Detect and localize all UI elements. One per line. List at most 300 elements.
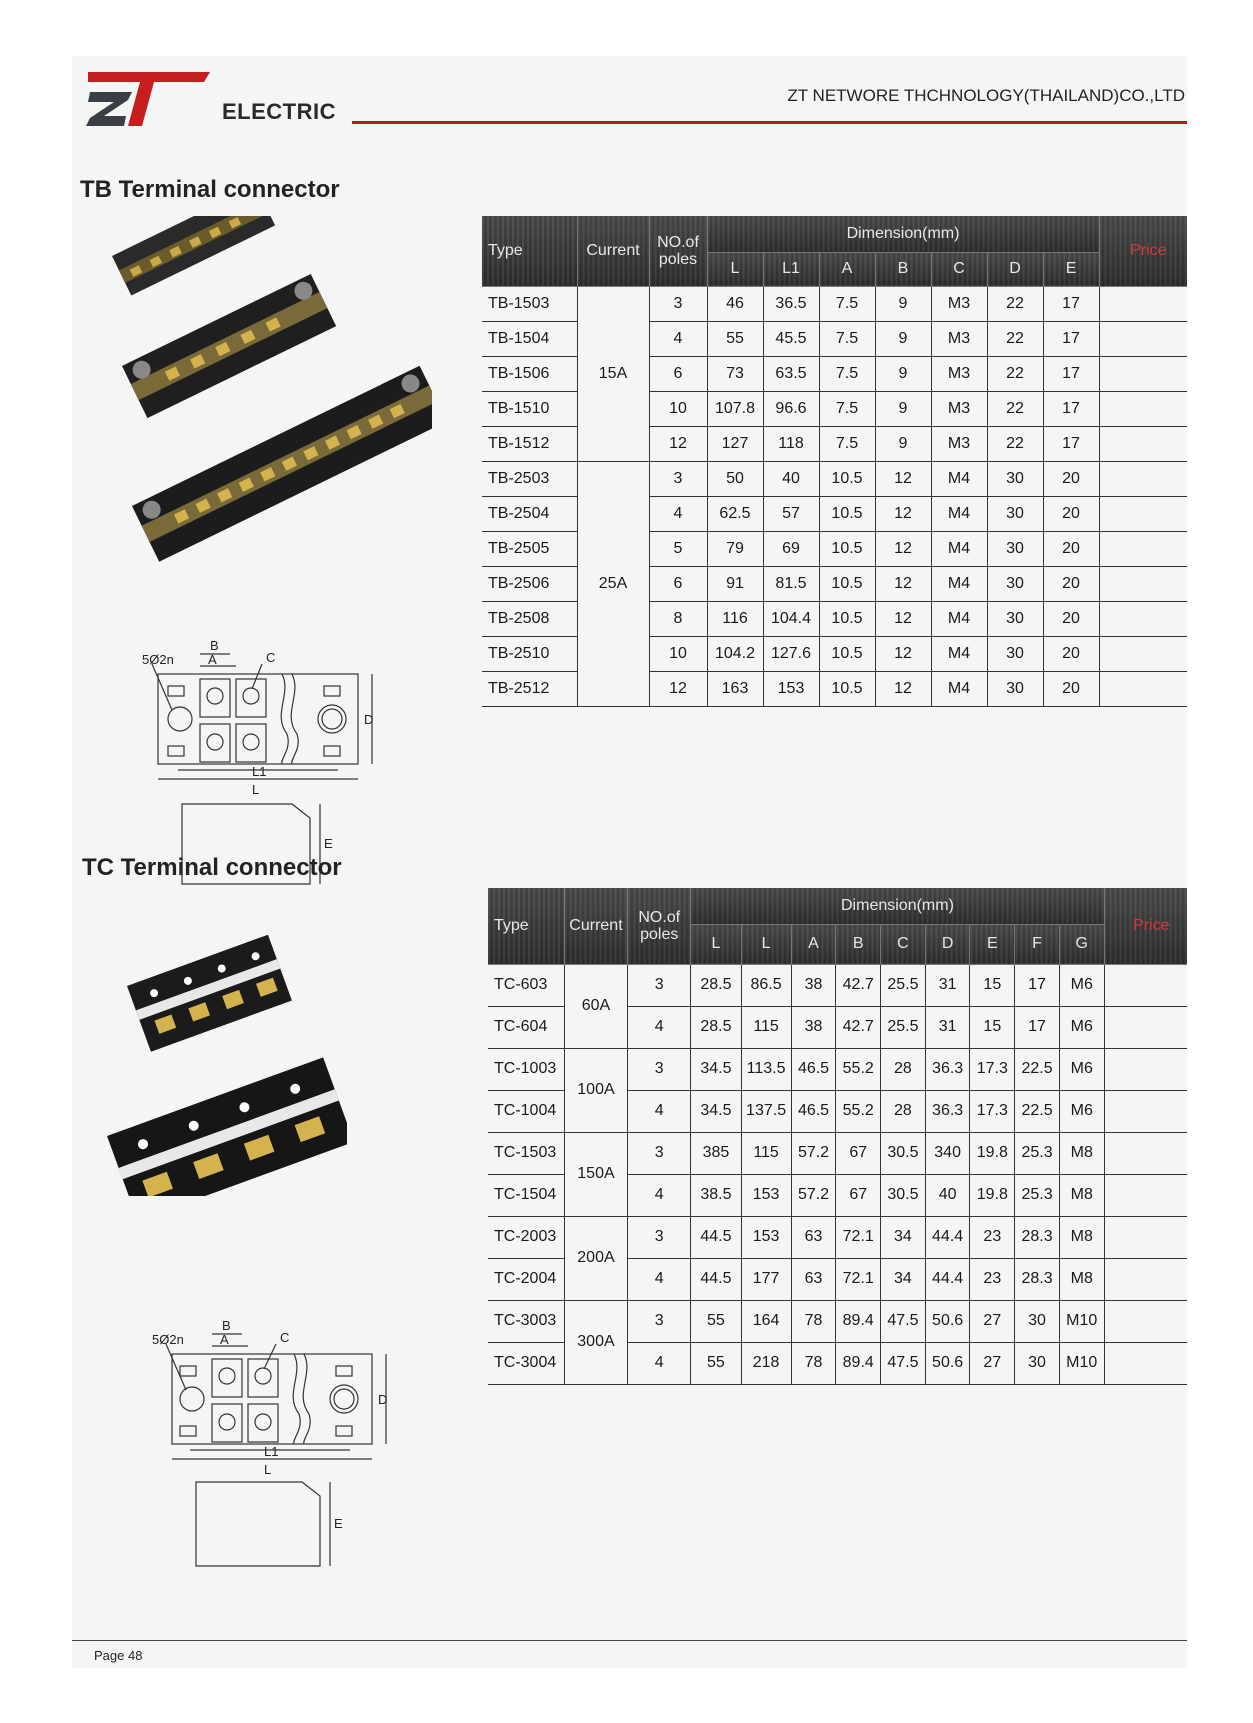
tc-l1-label: L1	[264, 1444, 279, 1459]
tc-e-label: E	[334, 1516, 343, 1531]
dimension-cell: 10.5	[819, 496, 875, 531]
dimension-cell: 20	[1043, 671, 1099, 706]
type-cell: TB-2508	[482, 601, 577, 636]
dimension-cell: 218	[741, 1342, 791, 1384]
dimension-cell: 47.5	[881, 1300, 926, 1342]
dimension-cell: 36.3	[925, 1048, 970, 1090]
tb-dim-col-header: E	[1043, 252, 1099, 286]
table-row	[488, 964, 1187, 1006]
dimension-cell: 34	[881, 1258, 926, 1300]
poles-cell: 4	[628, 1258, 691, 1300]
tc-b-label: B	[222, 1318, 231, 1333]
tc-a-label: A	[220, 1332, 229, 1347]
dimension-cell: 137.5	[741, 1090, 791, 1132]
dimension-cell: 30	[987, 531, 1043, 566]
poles-cell: 3	[628, 1048, 691, 1090]
tc-poles-header: NO.of poles	[628, 888, 691, 964]
price-cell	[1099, 426, 1187, 461]
dimension-cell: 57.2	[791, 1174, 836, 1216]
dimension-cell: 20	[1043, 566, 1099, 601]
dimension-cell: 28.3	[1015, 1258, 1060, 1300]
dimension-cell: 17	[1043, 356, 1099, 391]
tb-dimension-header: Dimension(mm)	[707, 216, 1099, 252]
dimension-cell: 164	[741, 1300, 791, 1342]
type-cell: TB-1504	[482, 321, 577, 356]
dimension-cell: 50.6	[925, 1300, 970, 1342]
dimension-cell: 67	[836, 1174, 881, 1216]
dimension-cell: 17	[1043, 391, 1099, 426]
dimension-cell: 107.8	[707, 391, 763, 426]
dimension-cell: M4	[931, 671, 987, 706]
dimension-cell: 25.3	[1015, 1174, 1060, 1216]
dimension-cell: 15	[970, 1006, 1015, 1048]
dimension-cell: 9	[875, 391, 931, 426]
dimension-cell: 25.5	[881, 964, 926, 1006]
tc-dim-col-header: G	[1059, 924, 1104, 964]
type-cell: TC-3003	[488, 1300, 564, 1342]
dimension-cell: 7.5	[819, 426, 875, 461]
price-cell	[1104, 1006, 1187, 1048]
dimension-cell: M3	[931, 391, 987, 426]
dimension-cell: 23	[970, 1258, 1015, 1300]
dimension-cell: 12	[875, 566, 931, 601]
dimension-cell: 30	[987, 566, 1043, 601]
dimension-cell: 153	[763, 671, 819, 706]
poles-cell: 6	[649, 356, 707, 391]
type-cell: TB-2506	[482, 566, 577, 601]
price-cell	[1104, 1216, 1187, 1258]
dimension-cell: 10.5	[819, 671, 875, 706]
dimension-cell: 36.3	[925, 1090, 970, 1132]
dimension-cell: 7.5	[819, 286, 875, 321]
tc-product-photo	[87, 926, 347, 1196]
dimension-cell: 12	[875, 531, 931, 566]
dimension-cell: 46.5	[791, 1048, 836, 1090]
dimension-cell: 340	[925, 1132, 970, 1174]
dimension-cell: M6	[1059, 964, 1104, 1006]
brand-name: ELECTRIC	[222, 99, 336, 124]
footer-rule	[72, 1640, 1187, 1641]
dimension-cell: 20	[1043, 636, 1099, 671]
dimension-cell: 12	[875, 601, 931, 636]
type-cell: TB-2505	[482, 531, 577, 566]
dimension-cell: 17	[1015, 1006, 1060, 1048]
page-number: Page 48	[94, 1648, 143, 1663]
type-cell: TB-2504	[482, 496, 577, 531]
poles-cell: 3	[649, 286, 707, 321]
dimension-cell: 28.5	[691, 964, 741, 1006]
dimension-cell: 31	[925, 964, 970, 1006]
price-cell	[1104, 1048, 1187, 1090]
tb-l1-label: L1	[252, 764, 267, 779]
dimension-cell: 10.5	[819, 531, 875, 566]
current-cell: 25A	[577, 461, 649, 706]
dimension-cell: 91	[707, 566, 763, 601]
price-cell	[1104, 964, 1187, 1006]
dimension-cell: 45.5	[763, 321, 819, 356]
tb-dim-col-header: A	[819, 252, 875, 286]
price-cell	[1104, 1258, 1187, 1300]
dimension-cell: 38	[791, 1006, 836, 1048]
dimension-cell: 15	[970, 964, 1015, 1006]
dimension-cell: 30	[987, 636, 1043, 671]
price-cell	[1099, 286, 1187, 321]
dimension-cell: 36.5	[763, 286, 819, 321]
dimension-cell: 17.3	[970, 1090, 1015, 1132]
dimension-cell: 104.2	[707, 636, 763, 671]
price-cell	[1104, 1174, 1187, 1216]
dimension-cell: 25.3	[1015, 1132, 1060, 1174]
price-cell	[1104, 1342, 1187, 1384]
price-cell	[1099, 496, 1187, 531]
dimension-cell: 73	[707, 356, 763, 391]
price-cell	[1099, 636, 1187, 671]
dimension-cell: 46.5	[791, 1090, 836, 1132]
poles-cell: 5	[649, 531, 707, 566]
dimension-cell: 46	[707, 286, 763, 321]
dimension-cell: 42.7	[836, 1006, 881, 1048]
dimension-cell: 44.5	[691, 1216, 741, 1258]
dimension-cell: 34	[881, 1216, 926, 1258]
table-row	[482, 286, 1187, 321]
current-cell: 100A	[564, 1048, 627, 1132]
tb-product-photo	[102, 216, 432, 566]
tb-dim-col-header: L1	[763, 252, 819, 286]
current-cell: 300A	[564, 1300, 627, 1384]
type-cell: TC-604	[488, 1006, 564, 1048]
dimension-cell: 19.8	[970, 1132, 1015, 1174]
dimension-cell: M4	[931, 636, 987, 671]
dimension-cell: 30	[987, 671, 1043, 706]
dimension-cell: 12	[875, 496, 931, 531]
tc-dim-col-header: L	[691, 924, 741, 964]
dimension-cell: 7.5	[819, 356, 875, 391]
tb-section-title: TB Terminal connector	[80, 176, 340, 203]
dimension-cell: M6	[1059, 1090, 1104, 1132]
tb-dim-col-header: C	[931, 252, 987, 286]
tc-dim-col-header: A	[791, 924, 836, 964]
dimension-cell: 55	[691, 1300, 741, 1342]
dimension-cell: 89.4	[836, 1342, 881, 1384]
dimension-cell: M4	[931, 531, 987, 566]
price-cell	[1099, 356, 1187, 391]
dimension-cell: 30.5	[881, 1174, 926, 1216]
tc-spec-table	[488, 888, 1187, 1385]
dimension-cell: 47.5	[881, 1342, 926, 1384]
tc-dim-col-header: F	[1015, 924, 1060, 964]
dimension-cell: 89.4	[836, 1300, 881, 1342]
poles-cell: 4	[649, 496, 707, 531]
price-cell	[1099, 461, 1187, 496]
dimension-cell: 22.5	[1015, 1090, 1060, 1132]
price-cell	[1104, 1132, 1187, 1174]
dimension-cell: 44.4	[925, 1216, 970, 1258]
dimension-cell: 9	[875, 426, 931, 461]
table-row	[482, 461, 1187, 496]
poles-cell: 4	[628, 1006, 691, 1048]
tb-spec-table	[482, 216, 1187, 707]
dimension-cell: 12	[875, 636, 931, 671]
tb-d-label: D	[364, 712, 374, 727]
type-cell: TC-1503	[488, 1132, 564, 1174]
dimension-cell: 104.4	[763, 601, 819, 636]
dimension-cell: 17	[1043, 321, 1099, 356]
tb-e-label: E	[324, 836, 333, 851]
tc-section-title: TC Terminal connector	[82, 854, 342, 881]
table-row	[488, 1048, 1187, 1090]
dimension-cell: 28.5	[691, 1006, 741, 1048]
dimension-cell: 116	[707, 601, 763, 636]
dimension-cell: 17	[1043, 286, 1099, 321]
tb-current-header: Current	[577, 216, 649, 286]
tc-type-header: Type	[488, 888, 564, 964]
dimension-cell: 127.6	[763, 636, 819, 671]
tb-c-label: C	[266, 650, 276, 665]
dimension-cell: 12	[875, 671, 931, 706]
dimension-cell: 25.5	[881, 1006, 926, 1048]
tc-dim-col-header: D	[925, 924, 970, 964]
type-cell: TB-2510	[482, 636, 577, 671]
dimension-cell: 38.5	[691, 1174, 741, 1216]
table-row	[488, 1216, 1187, 1258]
dimension-cell: 30	[987, 496, 1043, 531]
tc-dim-col-header: C	[881, 924, 926, 964]
dimension-cell: 22.5	[1015, 1048, 1060, 1090]
dimension-cell: M4	[931, 601, 987, 636]
dimension-cell: M3	[931, 356, 987, 391]
dimension-cell: M3	[931, 286, 987, 321]
dimension-cell: 115	[741, 1006, 791, 1048]
dimension-cell: 72.1	[836, 1258, 881, 1300]
dimension-cell: M10	[1059, 1342, 1104, 1384]
tc-dim-col-header: B	[836, 924, 881, 964]
dimension-cell: 57	[763, 496, 819, 531]
dimension-cell: 86.5	[741, 964, 791, 1006]
price-cell	[1099, 601, 1187, 636]
dimension-cell: 50.6	[925, 1342, 970, 1384]
dimension-cell: 55.2	[836, 1048, 881, 1090]
poles-cell: 10	[649, 636, 707, 671]
poles-cell: 3	[649, 461, 707, 496]
tc-d-label: D	[378, 1392, 388, 1407]
dimension-cell: 22	[987, 356, 1043, 391]
dimension-cell: 10.5	[819, 636, 875, 671]
price-cell	[1104, 1090, 1187, 1132]
type-cell: TC-1504	[488, 1174, 564, 1216]
type-cell: TC-2003	[488, 1216, 564, 1258]
dimension-cell: 30.5	[881, 1132, 926, 1174]
type-cell: TC-603	[488, 964, 564, 1006]
dimension-cell: 118	[763, 426, 819, 461]
dimension-cell: 385	[691, 1132, 741, 1174]
current-cell: 15A	[577, 286, 649, 461]
tb-b-label: B	[210, 638, 219, 653]
dimension-cell: 115	[741, 1132, 791, 1174]
dimension-cell: 28	[881, 1048, 926, 1090]
dimension-cell: 30	[1015, 1300, 1060, 1342]
dimension-cell: 27	[970, 1300, 1015, 1342]
dimension-cell: 20	[1043, 601, 1099, 636]
dimension-cell: 44.4	[925, 1258, 970, 1300]
dimension-cell: M8	[1059, 1258, 1104, 1300]
price-cell	[1099, 671, 1187, 706]
poles-cell: 6	[649, 566, 707, 601]
dimension-cell: 96.6	[763, 391, 819, 426]
poles-cell: 4	[628, 1090, 691, 1132]
dimension-cell: 12	[875, 461, 931, 496]
dimension-cell: 27	[970, 1342, 1015, 1384]
dimension-cell: 40	[763, 461, 819, 496]
tb-dim-col-header: D	[987, 252, 1043, 286]
dimension-cell: M4	[931, 566, 987, 601]
dimension-cell: 63	[791, 1216, 836, 1258]
tb-dim-col-header: B	[875, 252, 931, 286]
type-cell: TB-1510	[482, 391, 577, 426]
dimension-cell: 10.5	[819, 566, 875, 601]
table-row	[488, 1300, 1187, 1342]
type-cell: TB-1512	[482, 426, 577, 461]
dimension-cell: 10.5	[819, 601, 875, 636]
dimension-cell: 44.5	[691, 1258, 741, 1300]
dimension-cell: 42.7	[836, 964, 881, 1006]
price-cell	[1099, 566, 1187, 601]
poles-cell: 3	[628, 1300, 691, 1342]
dimension-cell: 17	[1015, 964, 1060, 1006]
dimension-cell: M8	[1059, 1216, 1104, 1258]
catalog-page	[72, 56, 1187, 1668]
dimension-cell: 79	[707, 531, 763, 566]
type-cell: TB-1503	[482, 286, 577, 321]
dimension-cell: M6	[1059, 1048, 1104, 1090]
dimension-cell: 153	[741, 1216, 791, 1258]
dimension-cell: M8	[1059, 1174, 1104, 1216]
type-cell: TC-1004	[488, 1090, 564, 1132]
dimension-cell: 22	[987, 391, 1043, 426]
tc-dimension-drawing	[152, 1314, 402, 1584]
dimension-cell: 31	[925, 1006, 970, 1048]
poles-cell: 4	[628, 1174, 691, 1216]
current-cell: 200A	[564, 1216, 627, 1300]
type-cell: TB-2512	[482, 671, 577, 706]
current-cell: 60A	[564, 964, 627, 1048]
dimension-cell: 177	[741, 1258, 791, 1300]
dimension-cell: 23	[970, 1216, 1015, 1258]
price-cell	[1104, 1300, 1187, 1342]
dimension-cell: 55	[707, 321, 763, 356]
poles-cell: 12	[649, 671, 707, 706]
poles-cell: 10	[649, 391, 707, 426]
dimension-cell: 28.3	[1015, 1216, 1060, 1258]
dimension-cell: 62.5	[707, 496, 763, 531]
tc-current-header: Current	[564, 888, 627, 964]
dimension-cell: 22	[987, 321, 1043, 356]
dimension-cell: 17	[1043, 426, 1099, 461]
company-name: ZT NETWORE THCHNOLOGY(THAILAND)CO.,LTD	[787, 86, 1185, 105]
current-cell: 150A	[564, 1132, 627, 1216]
dimension-cell: 81.5	[763, 566, 819, 601]
dimension-cell: 28	[881, 1090, 926, 1132]
dimension-cell: M3	[931, 426, 987, 461]
dimension-cell: M10	[1059, 1300, 1104, 1342]
dimension-cell: 69	[763, 531, 819, 566]
dimension-cell: 22	[987, 286, 1043, 321]
price-cell	[1099, 531, 1187, 566]
dimension-cell: 57.2	[791, 1132, 836, 1174]
tb-a-label: A	[208, 652, 217, 667]
tb-l-label: L	[252, 782, 260, 797]
dimension-cell: 153	[741, 1174, 791, 1216]
dimension-cell: 63.5	[763, 356, 819, 391]
tc-dim-col-header: E	[970, 924, 1015, 964]
dimension-cell: 34.5	[691, 1048, 741, 1090]
dimension-cell: 20	[1043, 531, 1099, 566]
dimension-cell: 78	[791, 1300, 836, 1342]
tb-price-header: Price	[1099, 216, 1187, 286]
dimension-cell: 113.5	[741, 1048, 791, 1090]
header-rule	[352, 121, 1187, 124]
tc-l-label: L	[264, 1462, 272, 1477]
dimension-cell: 9	[875, 356, 931, 391]
tc-dimension-header: Dimension(mm)	[691, 888, 1104, 924]
dimension-cell: M4	[931, 461, 987, 496]
type-cell: TC-1003	[488, 1048, 564, 1090]
dimension-cell: 9	[875, 321, 931, 356]
dimension-cell: 163	[707, 671, 763, 706]
dimension-cell: 7.5	[819, 391, 875, 426]
type-cell: TC-3004	[488, 1342, 564, 1384]
tb-type-header: Type	[482, 216, 577, 286]
zt-logo	[84, 66, 214, 136]
dimension-cell: 30	[1015, 1342, 1060, 1384]
price-cell	[1099, 391, 1187, 426]
dimension-cell: 22	[987, 426, 1043, 461]
dimension-cell: 7.5	[819, 321, 875, 356]
poles-cell: 4	[649, 321, 707, 356]
dimension-cell: M8	[1059, 1132, 1104, 1174]
dimension-cell: 55	[691, 1342, 741, 1384]
dimension-cell: M3	[931, 321, 987, 356]
tc-dim-col-header: L	[741, 924, 791, 964]
tc-price-header: Price	[1104, 888, 1187, 964]
dimension-cell: 67	[836, 1132, 881, 1174]
poles-cell: 3	[628, 1132, 691, 1174]
tb-holes-label: 5Ø2n	[142, 652, 174, 667]
dimension-cell: 127	[707, 426, 763, 461]
dimension-cell: 19.8	[970, 1174, 1015, 1216]
dimension-cell: 38	[791, 964, 836, 1006]
tb-poles-header: NO.of poles	[649, 216, 707, 286]
dimension-cell: 72.1	[836, 1216, 881, 1258]
type-cell: TB-2503	[482, 461, 577, 496]
tc-c-label: C	[280, 1330, 290, 1345]
price-cell	[1099, 321, 1187, 356]
type-cell: TB-1506	[482, 356, 577, 391]
dimension-cell: 30	[987, 461, 1043, 496]
dimension-cell: M4	[931, 496, 987, 531]
dimension-cell: 55.2	[836, 1090, 881, 1132]
dimension-cell: 34.5	[691, 1090, 741, 1132]
dimension-cell: 30	[987, 601, 1043, 636]
dimension-cell: 17.3	[970, 1048, 1015, 1090]
table-row	[488, 1132, 1187, 1174]
poles-cell: 3	[628, 1216, 691, 1258]
dimension-cell: M6	[1059, 1006, 1104, 1048]
dimension-cell: 9	[875, 286, 931, 321]
dimension-cell: 40	[925, 1174, 970, 1216]
type-cell: TC-2004	[488, 1258, 564, 1300]
dimension-cell: 10.5	[819, 461, 875, 496]
dimension-cell: 78	[791, 1342, 836, 1384]
